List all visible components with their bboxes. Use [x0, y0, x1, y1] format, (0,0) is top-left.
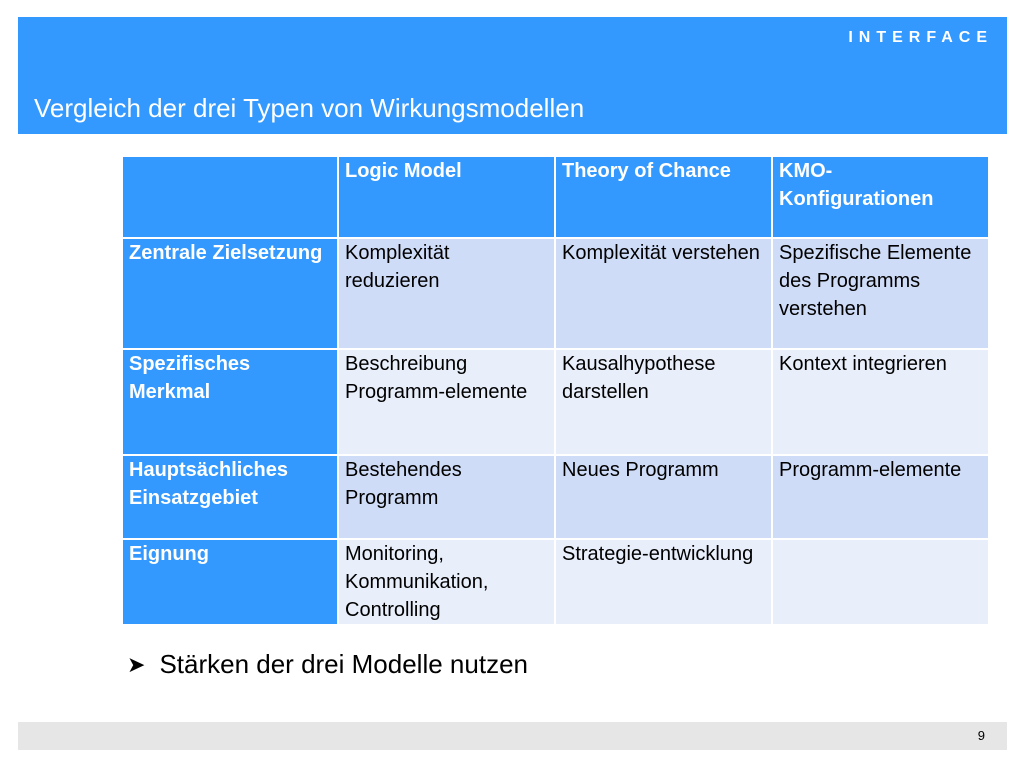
row-label: Hauptsächliches Einsatzgebiet	[123, 456, 337, 538]
table-header-cell: Logic Model	[339, 157, 554, 237]
table-cell: Beschreibung Programm-elemente	[339, 350, 554, 454]
table-row	[123, 540, 988, 624]
table-cell: Kontext integrieren	[773, 350, 988, 454]
table-header-cell: Theory of Chance	[556, 157, 771, 237]
row-label: Spezifisches Merkmal	[123, 350, 337, 454]
arrowhead-bullet-icon: ➤	[127, 651, 146, 677]
table-row	[123, 456, 988, 538]
table-cell: Programm-elemente	[773, 456, 988, 538]
bullet-point	[127, 649, 528, 680]
row-label: Eignung	[123, 540, 337, 624]
bullet-text: Stärken der drei Modelle nutzen	[159, 649, 528, 679]
table-cell: Neues Programm	[556, 456, 771, 538]
page-number: 9	[977, 728, 985, 743]
comparison-table	[121, 155, 990, 626]
table-header-row	[123, 157, 988, 237]
table-header-cell	[123, 157, 337, 237]
table-cell: Kausalhypothese darstellen	[556, 350, 771, 454]
table-cell: Spezifische Elemente des Programms verstehen	[773, 239, 988, 348]
table-cell: Strategie-entwicklung	[556, 540, 771, 624]
row-label: Zentrale Zielsetzung	[123, 239, 337, 348]
table-cell: Monitoring, Kommunikation, Controlling	[339, 540, 554, 624]
table-cell: Komplexität reduzieren	[339, 239, 554, 348]
table-cell: Bestehendes Programm	[339, 456, 554, 538]
slide-title: Vergleich der drei Typen von Wirkungsmodellen	[34, 93, 585, 123]
brand-logo-text: INTERFACE	[848, 29, 993, 46]
table-cell: Komplexität verstehen	[556, 239, 771, 348]
slide-footer	[18, 722, 1007, 750]
table-row	[123, 239, 988, 348]
table-header-cell: KMO-Konfigurationen	[773, 157, 988, 237]
table-row	[123, 350, 988, 454]
table-cell	[773, 540, 988, 624]
slide-header	[18, 17, 1007, 134]
